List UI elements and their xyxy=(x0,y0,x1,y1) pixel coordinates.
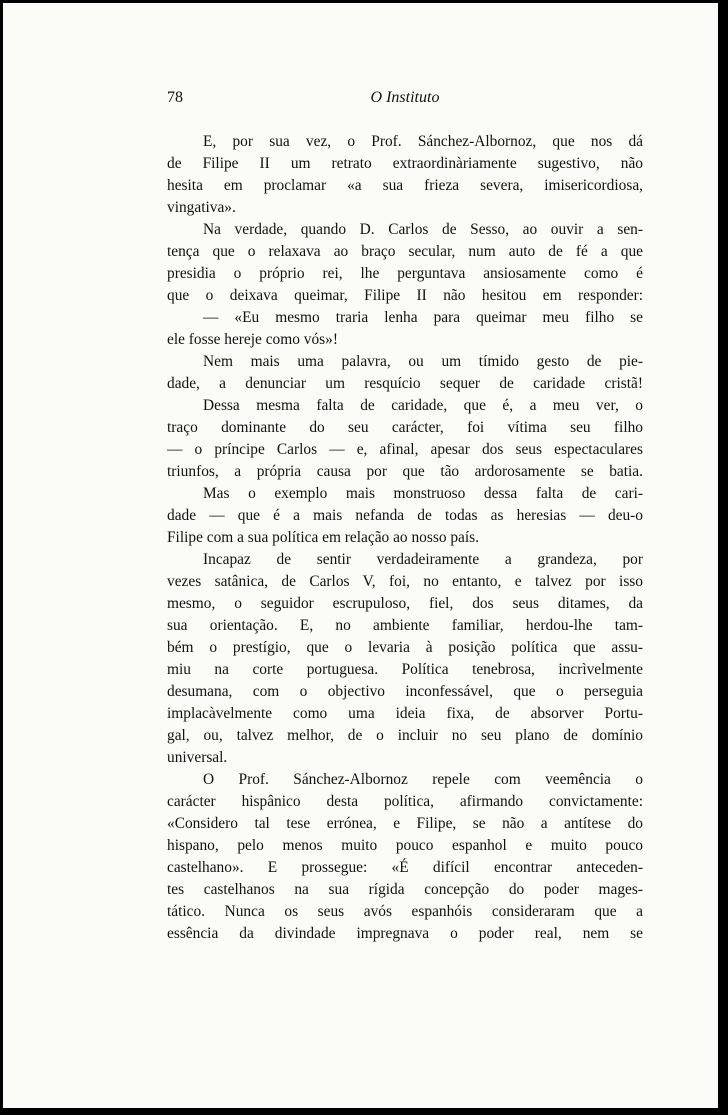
text-line: desumana, com o objectivo inconfessável, que o perseguia xyxy=(167,683,643,700)
text-line: dade, a denunciar um resquício sequer de caridade cristã! xyxy=(167,375,643,392)
text-line: «Considero tal tese errónea, e Filipe, se não a antítese do xyxy=(167,815,643,832)
text-line: vingativa». xyxy=(167,199,236,216)
text-line: Na verdade, quando D. Carlos de Sesso, ao ouvir a sen- xyxy=(203,221,643,238)
text-line: mesmo, o seguidor escrupuloso, fiel, dos seus ditames, da xyxy=(167,595,643,612)
text-line: castelhano». E prossegue: «É difícil encontrar anteceden- xyxy=(167,859,643,876)
text-line: miu na corte portuguesa. Política tenebrosa, incrìvelmente xyxy=(167,661,643,678)
text-line: ele fosse hereje como vós»! xyxy=(167,331,338,348)
text-line: de Filipe II um retrato extraordinàriamente sugestivo, não xyxy=(167,155,643,172)
text-line: — o príncipe Carlos — e, afinal, apesar dos seus espectaculares xyxy=(167,441,643,458)
text-line: O Prof. Sánchez-Albornoz repele com veemência o xyxy=(203,771,643,788)
text-line: Filipe com a sua política em relação ao nosso país. xyxy=(167,529,479,546)
text-line: tático. Nunca os seus avós espanhóis consideraram que a xyxy=(167,903,643,920)
text-line: — «Eu mesmo traria lenha para queimar meu filho se xyxy=(203,309,643,326)
text-line: Mas o exemplo mais monstruoso dessa falta de cari- xyxy=(203,485,643,502)
text-line: hesita em proclamar «a sua frieza severa, imisericordiosa, xyxy=(167,177,643,194)
text-line: carácter hispânico desta política, afirmando convictamente: xyxy=(167,793,643,810)
text-line: Incapaz de sentir verdadeiramente a grandeza, por xyxy=(203,551,643,568)
text-line: vezes satânica, de Carlos V, foi, no entanto, e talvez por isso xyxy=(167,573,643,590)
text-line: universal. xyxy=(167,749,228,766)
text-line: essência da divindade impregnava o poder real, nem se xyxy=(167,925,643,942)
text-line: traço dominante do seu carácter, foi vítima seu filho xyxy=(167,419,643,436)
text-line: dade — que é a mais nefanda de todas as heresias — deu-o xyxy=(167,507,643,524)
text-line: sua orientação. E, no ambiente familiar, herdou-lhe tam- xyxy=(167,617,643,634)
text-line: Nem mais uma palavra, ou um tímido gesto de pie- xyxy=(203,353,643,370)
page-number: 78 xyxy=(167,89,183,106)
text-line: triunfos, a própria causa por que tão ardorosamente se batia. xyxy=(167,463,643,480)
running-header xyxy=(167,89,643,113)
text-line: E, por sua vez, o Prof. Sánchez-Albornoz, que nos dá xyxy=(203,133,643,150)
text-line: Dessa mesma falta de caridade, que é, a meu ver, o xyxy=(203,397,643,414)
text-line: bém o prestígio, que o levaria à posição política que assu- xyxy=(167,639,643,656)
text-line: presidia o próprio rei, lhe perguntava ansiosamente como é xyxy=(167,265,643,282)
book-page xyxy=(3,3,718,1108)
body-text xyxy=(167,131,643,945)
text-line: hispano, pelo menos muito pouco espanhol e muito pouco xyxy=(167,837,643,854)
text-line: gal, ou, talvez melhor, de o incluir no seu plano de domínio xyxy=(167,727,643,744)
text-line: tença que o relaxava ao braço secular, num auto de fé a que xyxy=(167,243,643,260)
text-line: implacàvelmente como uma ideia fixa, de absorver Portu- xyxy=(167,705,643,722)
text-line: que o deixava queimar, Filipe II não hesitou em responder: xyxy=(167,287,643,304)
text-line: tes castelhanos na sua rígida concepção do poder mages- xyxy=(167,881,643,898)
running-title: O Instituto xyxy=(370,89,440,106)
